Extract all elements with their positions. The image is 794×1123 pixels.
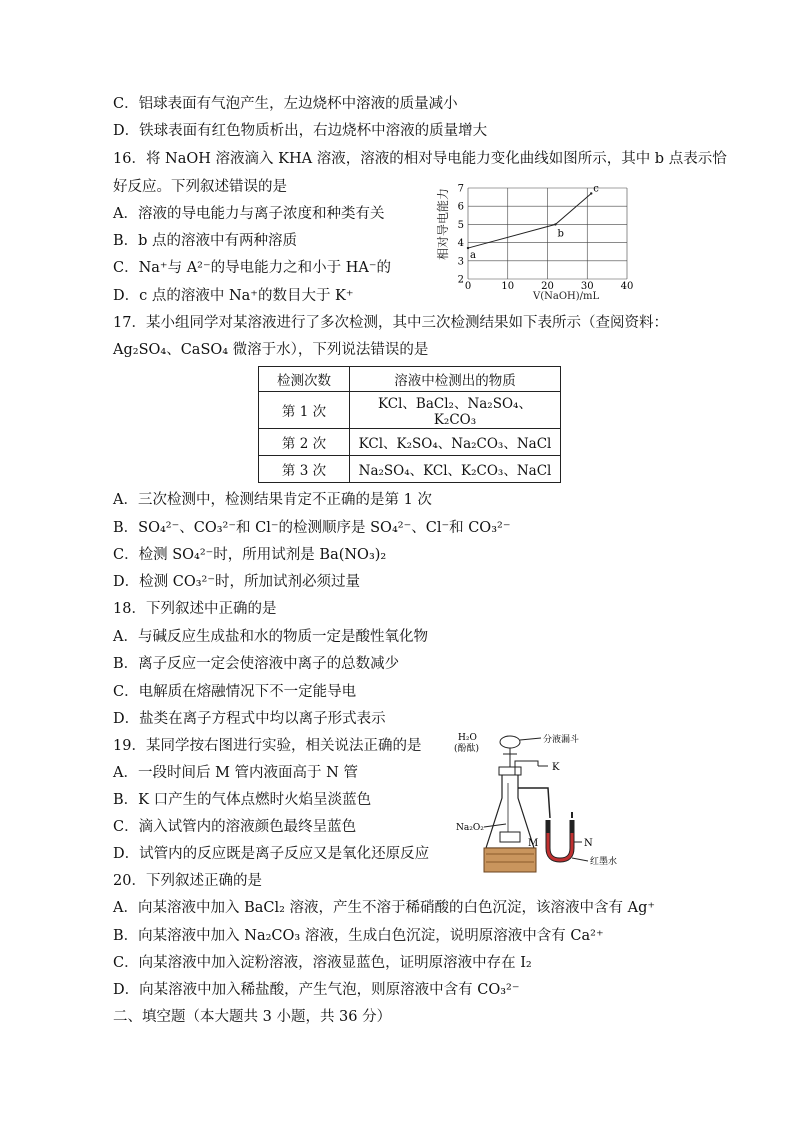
red-ink-label: 红墨水 [590, 857, 618, 867]
table-cell: KCl、BaCl₂、Na₂SO₄、K₂CO₃ [350, 392, 561, 429]
x-tick-label: 40 [620, 281, 634, 292]
table-row [259, 429, 561, 456]
funnel-bulb [500, 736, 520, 748]
k-label: K [552, 762, 560, 773]
table-cell: Na₂SO₄、KCl、K₂CO₃、NaCl [350, 456, 561, 483]
y-tick-label: 2 [457, 274, 464, 286]
point-label: a [470, 250, 476, 262]
section-two-title: 二、填空题（本大题共 3 小题，共 36 分） [113, 1009, 392, 1025]
water-label: H₂O [458, 733, 477, 743]
q20-option-d: D．向某溶液中加入稀盐酸，产生气泡，则原溶液中含有 CO₃²⁻ [113, 982, 520, 998]
q19-stem: 19．某同学按右图进行实验，相关说法正确的是 [113, 738, 422, 754]
funnel-label: 分液漏斗 [543, 735, 580, 745]
q20-option-a: A．向某溶液中加入 BaCl₂ 溶液，产生不溶于稀硝酸的白色沉淀，该溶液中含有 Ag⁺ [113, 900, 656, 916]
q20-option-c: C．向某溶液中加入淀粉溶液，溶液显蓝色，证明原溶液中存在 I₂ [113, 955, 532, 971]
x-tick-label: 0 [464, 281, 472, 292]
table-cell: 第 2 次 [259, 429, 350, 456]
q17-option-c: C．检测 SO₄²⁻时，所用试剂是 Ba(NO₃)₂ [113, 547, 387, 563]
x-tick-label: 30 [580, 281, 594, 292]
table-cell: KCl、K₂SO₄、Na₂CO₃、NaCl [350, 429, 561, 456]
q17-stem-2: Ag₂SO₄、CaSO₄ 微溶于水），下列说法错误的是 [113, 342, 429, 358]
conductivity-chart [435, 180, 640, 302]
q19-option-a: A．一段时间后 M 管内液面高于 N 管 [113, 765, 358, 781]
q15-option-c: C．铝球表面有气泡产生，左边烧杯中溶液的质量减小 [113, 96, 458, 112]
q20-option-b: B．向某溶液中加入 Na₂CO₃ 溶液，生成白色沉淀，说明原溶液中含有 Ca²⁺ [113, 928, 604, 944]
data-point [554, 223, 556, 225]
y-tick-label: 5 [457, 219, 464, 231]
na2o2-label: Na₂O₂ [456, 823, 484, 833]
series-line [468, 193, 591, 248]
q16-option-d: D．c 点的溶液中 Na⁺的数目大于 K⁺ [113, 288, 354, 304]
q17-option-a: A．三次检测中，检测结果肯定不正确的是第 1 次 [113, 492, 432, 508]
y-axis-label: 相对导电能力 [436, 187, 450, 260]
wooden-block [484, 848, 536, 872]
y-tick-label: 3 [457, 256, 464, 268]
q17-option-b: B．SO₄²⁻、CO₃²⁻和 Cl⁻的检测顺序是 SO₄²⁻、Cl⁻和 CO₃²⁻ [113, 520, 511, 536]
funnel-leader [520, 738, 541, 740]
m-label: M [528, 838, 539, 849]
stopper [499, 767, 521, 775]
y-tick-label: 7 [457, 183, 464, 195]
q18-option-d: D．盐类在离子方程式中均以离子形式表示 [113, 711, 386, 727]
u-tube [548, 820, 572, 860]
y-tick-label: 6 [457, 201, 464, 213]
q16-stem-2: 好反应。下列叙述错误的是 [113, 179, 287, 195]
q20-stem: 20．下列叙述正确的是 [113, 873, 262, 889]
q17-stem-1: 17．某小组同学对某溶液进行了多次检测，其中三次检测结果如下表所示（查阅资料： [113, 315, 668, 331]
q17-option-d: D．检测 CO₃²⁻时，所加试剂必须过量 [113, 574, 360, 590]
experiment-apparatus [448, 728, 638, 878]
q18-option-c: C．电解质在熔融情况下不一定能导电 [113, 684, 357, 700]
table-cell: 第 3 次 [259, 456, 350, 483]
table-row [259, 392, 561, 429]
point-label: b [557, 228, 564, 240]
test-tube-bottom [500, 832, 520, 842]
table-row [259, 456, 561, 483]
n-label: N [584, 838, 593, 849]
x-tick-label: 10 [501, 281, 515, 292]
q16-stem-1: 16．将 NaOH 溶液滴入 KHA 溶液，溶液的相对导电能力变化曲线如图所示，其中 b 点表示恰 [113, 151, 727, 167]
q19-option-c: C．滴入试管内的溶液颜色最终呈蓝色 [113, 819, 357, 835]
q15-option-d: D．铁球表面有红色物质析出，右边烧杯中溶液的质量增大 [113, 123, 488, 139]
red-ink [548, 833, 572, 860]
phenolphthalein-label: (酚酞) [454, 744, 480, 754]
x-tick-label: 20 [541, 281, 554, 292]
table-header: 检测次数 [259, 367, 350, 392]
q16-option-b: B．b 点的溶液中有两种溶质 [113, 233, 298, 249]
y-tick-label: 4 [457, 238, 464, 250]
q16-option-a: A．溶液的导电能力与离子浓度和种类有关 [113, 206, 385, 222]
q18-option-b: B．离子反应一定会使溶液中离子的总数减少 [113, 656, 400, 672]
q18-option-a: A．与碱反应生成盐和水的物质一定是酸性氧化物 [113, 629, 428, 645]
q18-stem: 18．下列叙述中正确的是 [113, 601, 277, 617]
q19-option-d: D．试管内的反应既是离子反应又是氧化还原反应 [113, 846, 430, 862]
q19-option-b: B．K 口产生的气体点燃时火焰呈淡蓝色 [113, 792, 372, 808]
q16-option-c: C．Na⁺与 A²⁻的导电能力之和小于 HA⁻的 [113, 260, 392, 276]
point-label: c [593, 183, 599, 195]
q17-table [258, 366, 561, 483]
chart-grid [468, 188, 627, 279]
x-axis-label: V(NaOH)/mL [533, 291, 600, 302]
table-header: 溶液中检测出的物质 [350, 367, 561, 392]
data-point [590, 192, 592, 194]
data-point [467, 247, 469, 249]
table-cell: 第 1 次 [259, 392, 350, 429]
